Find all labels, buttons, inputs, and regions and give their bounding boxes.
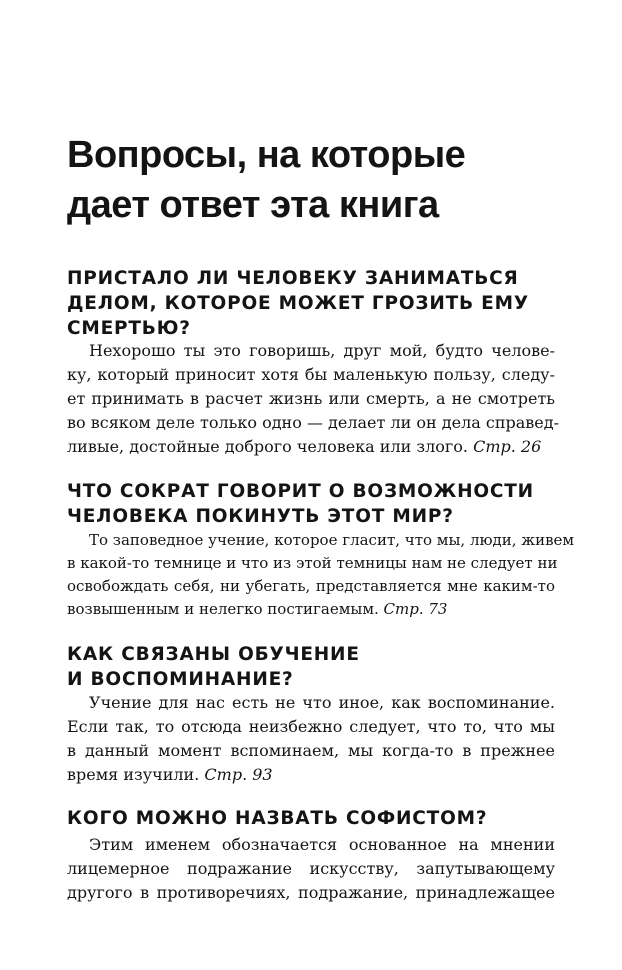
quote-line: Если так, то отсюда неизбежно следует, что то, что мы bbox=[67, 717, 555, 736]
quote-line: Учение для нас есть не что иное, как воспоминание. bbox=[89, 693, 555, 712]
page-reference: Стр. 73 bbox=[383, 600, 448, 618]
page-reference: Стр. 93 bbox=[204, 765, 273, 784]
question-heading bbox=[67, 642, 567, 692]
quote-line: освобождать себя, ни убегать, представляется мне каким-то bbox=[67, 577, 555, 595]
title-line: Вопросы, на которые bbox=[67, 134, 466, 176]
page-reference: Стр. 26 bbox=[473, 437, 542, 456]
quote-line: в данный момент вспоминаем, мы когда-то в прежнее bbox=[67, 741, 555, 760]
quote-line: ку, который приносит хотя бы маленькую пользу, следу- bbox=[67, 365, 555, 384]
heading-line: И ВОСПОМИНАНИЕ? bbox=[67, 669, 294, 690]
quote-line: в какой-то темнице и что из этой темницы нам не следует ни bbox=[67, 554, 558, 572]
question-heading bbox=[67, 479, 567, 529]
quote-text: возвышенным и нелегко постигаемым. bbox=[67, 600, 379, 618]
heading-line: СМЕРТЬЮ? bbox=[67, 318, 191, 339]
quote-line: во всяком деле только одно — делает ли он дела справед- bbox=[67, 413, 559, 432]
quote-line bbox=[67, 763, 555, 787]
page-title bbox=[67, 130, 547, 230]
quote-line: другого в противоречиях, подражание, принадлежащее bbox=[67, 883, 555, 902]
quote-text: ливые, достойные доброго человека или злого. bbox=[67, 437, 468, 456]
heading-line: КОГО МОЖНО НАЗВАТЬ СОФИСТОМ? bbox=[67, 808, 488, 829]
quote-line: ет принимать в расчет жизнь или смерть, а не смотреть bbox=[67, 389, 555, 408]
heading-line: ДЕЛОМ, КОТОРОЕ МОЖЕТ ГРОЗИТЬ ЕМУ bbox=[67, 293, 529, 314]
question-heading bbox=[67, 806, 567, 831]
quote-text: время изучили. bbox=[67, 765, 200, 784]
answer-quote bbox=[67, 529, 575, 621]
answer-quote bbox=[67, 833, 555, 905]
heading-line: ЧЕЛОВЕКА ПОКИНУТЬ ЭТОТ МИР? bbox=[67, 506, 454, 527]
heading-line: КАК СВЯЗАНЫ ОБУЧЕНИЕ bbox=[67, 644, 360, 665]
quote-line: Этим именем обозначается основанное на мнении bbox=[89, 835, 555, 854]
title-line: дает ответ эта книга bbox=[67, 184, 439, 226]
answer-quote bbox=[67, 691, 555, 787]
quote-line: лицемерное подражание искусству, запутывающему bbox=[67, 859, 555, 878]
quote-line bbox=[67, 435, 555, 459]
quote-line bbox=[67, 598, 555, 621]
quote-line: Нехорошо ты это говоришь, друг мой, будто челове- bbox=[89, 341, 555, 360]
heading-line: ЧТО СОКРАТ ГОВОРИТ О ВОЗМОЖНОСТИ bbox=[67, 481, 534, 502]
question-heading bbox=[67, 266, 567, 341]
quote-line: То заповедное учение, которое гласит, что мы, люди, живем bbox=[89, 531, 575, 549]
heading-line: ПРИСТАЛО ЛИ ЧЕЛОВЕКУ ЗАНИМАТЬСЯ bbox=[67, 268, 519, 289]
answer-quote bbox=[67, 339, 559, 459]
